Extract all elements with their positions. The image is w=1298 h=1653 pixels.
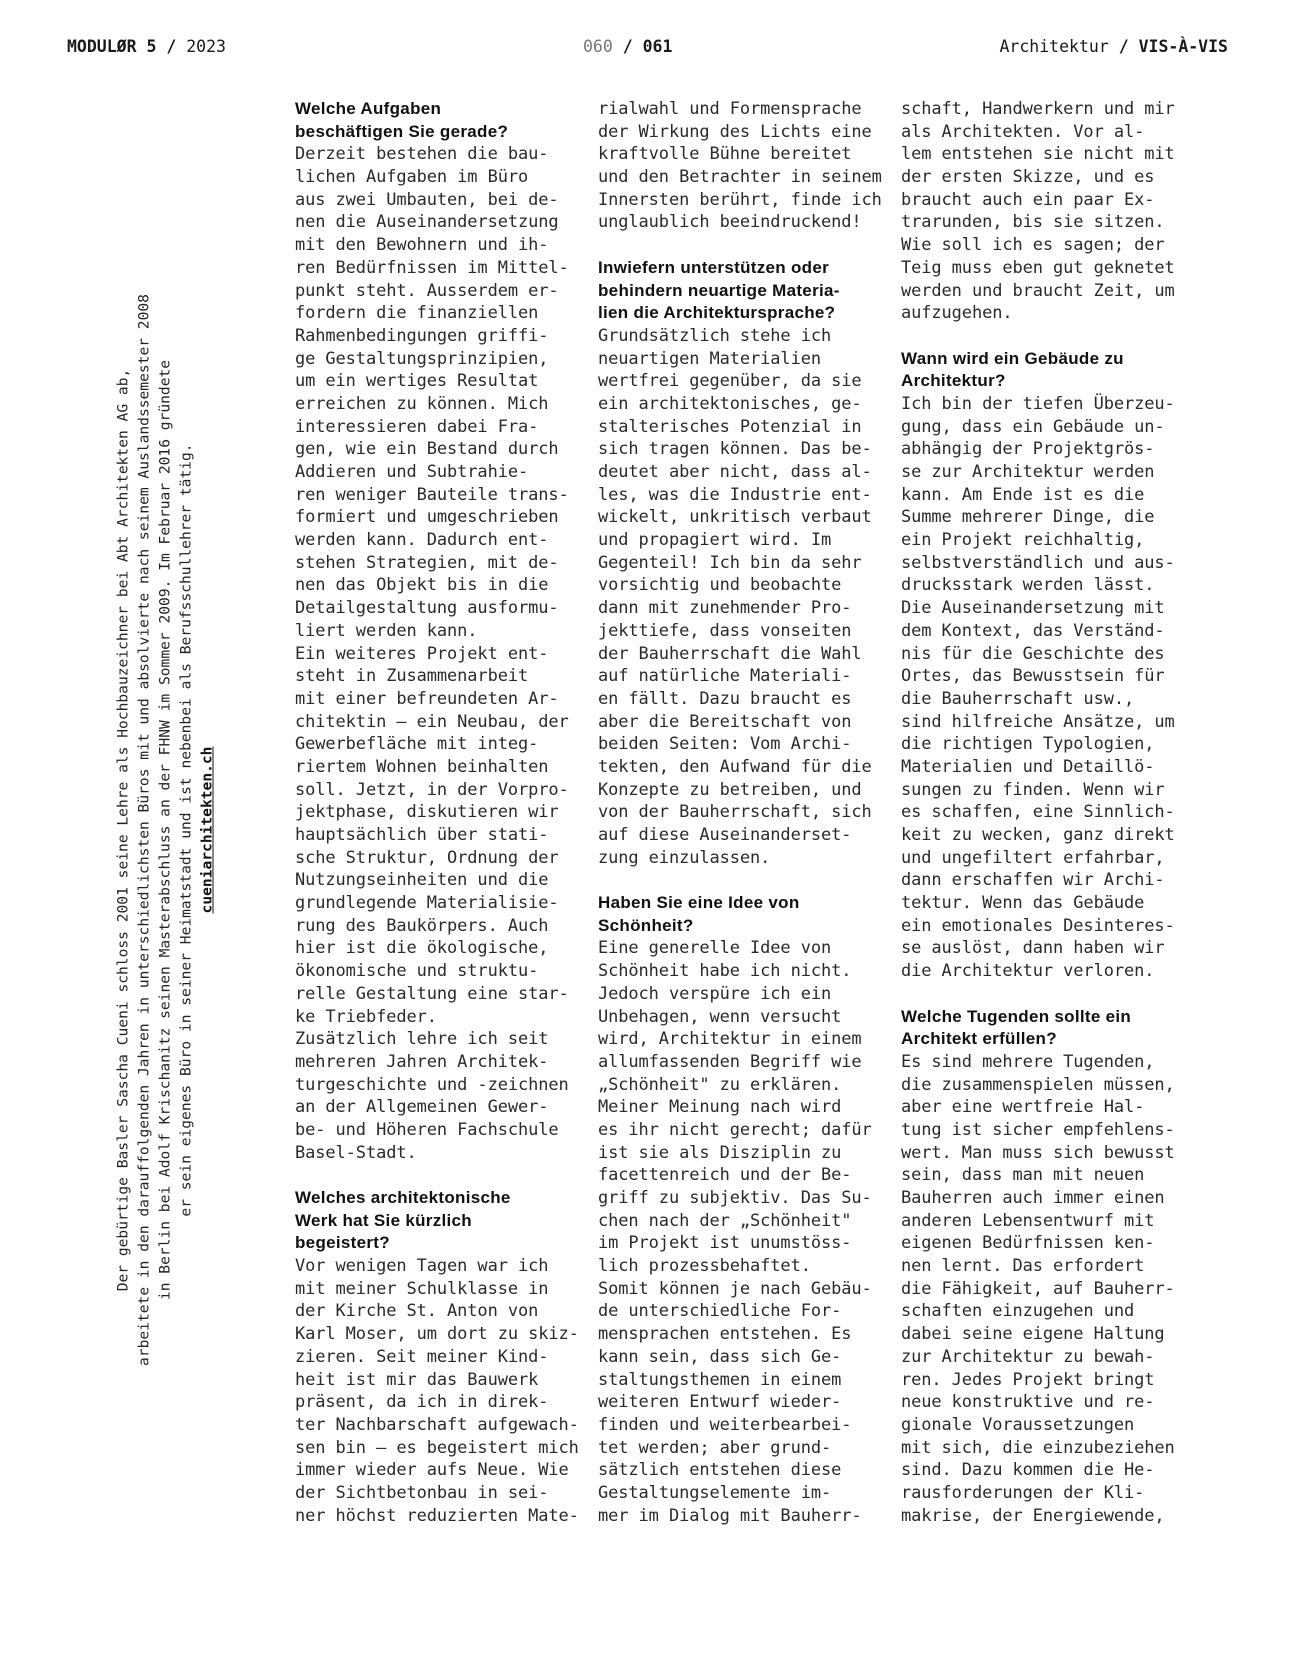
text-line: relle Gestaltung eine star- [295, 983, 569, 1004]
text-line: zung einzulassen. [598, 847, 771, 868]
text-line: ein architektonisches, ge- [598, 393, 862, 414]
text-line: Derzeit bestehen die bau- [295, 144, 549, 165]
heading-line: Inwiefern unterstützen oder [598, 257, 830, 277]
text-line: jekttiefe, dass vonseiten [598, 620, 852, 641]
text-line: Nutzungseinheiten und die [295, 870, 549, 891]
text-line: Somit können je nach Gebäu- [598, 1278, 872, 1299]
text-line: Ein weiteres Projekt ent- [295, 643, 549, 664]
text-line: zur Architektur zu bewah- [901, 1346, 1155, 1367]
answer-paragraph [295, 643, 595, 1029]
heading-line: begeistert? [295, 1233, 390, 1253]
text-line: der Kirche St. Anton von [295, 1301, 539, 1322]
text-line: hauptsächlich über stati- [295, 825, 549, 845]
heading-line: Welche Aufgaben [295, 99, 442, 118]
text-line: staltungsthemen in einem [598, 1369, 842, 1390]
answer-paragraph [598, 98, 898, 234]
text-line: gionale Voraussetzungen [901, 1414, 1135, 1435]
section-rubric: / VIS-À-VIS [1108, 37, 1228, 56]
text-line: sind hilfreiche Ansätze, um [901, 711, 1175, 732]
website-link[interactable]: cueniarchitekten.ch [198, 746, 216, 914]
text-line: ist sie als Disziplin zu [598, 1142, 842, 1163]
text-line: Basel-Stadt. [295, 1142, 417, 1163]
question-heading [901, 1006, 1201, 1051]
text-line: Die Auseinandersetzung mit [901, 598, 1165, 619]
text-line: jektphase, diskutieren wir [295, 802, 559, 823]
text-line: und den Betrachter in seinem [598, 167, 882, 188]
text-line: ren Bedürfnissen im Mittel- [295, 257, 569, 278]
section-label [1000, 36, 1229, 58]
text-line: Unbehagen, wenn versucht [598, 1006, 842, 1027]
text-line: kraftvolle Bühne bereitet [598, 144, 852, 165]
text-line: chitektin – ein Neubau, der [295, 711, 569, 732]
text-line: der Wirkung des Lichts eine [598, 121, 872, 142]
text-line: interessieren dabei Fra- [295, 416, 539, 437]
text-line: stehen Strategien, mit de- [295, 552, 559, 573]
paragraph-spacer [598, 869, 898, 892]
text-line: rausforderungen der Kli- [901, 1482, 1145, 1503]
text-line: eigenen Bedürfnissen ken- [901, 1233, 1155, 1254]
text-line: mit meiner Schulklasse in [295, 1278, 549, 1299]
text-line: chen nach der „Schönheit" [598, 1210, 852, 1231]
text-line: liert werden kann. [295, 620, 478, 641]
text-line: wertfrei gegenüber, da sie [598, 371, 862, 392]
text-line: Innersten berührt, finde ich [598, 189, 882, 210]
text-line: und propagiert wird. Im [598, 530, 832, 551]
text-line: lichen Aufgaben im Büro [295, 167, 529, 188]
text-line: punkt steht. Ausserdem er- [295, 280, 559, 301]
text-line: lich prozessbehaftet. [598, 1256, 811, 1277]
text-line: tekten, den Aufwand für die [598, 756, 872, 777]
text-line: braucht auch ein paar Ex- [901, 189, 1155, 210]
text-line: les, was die Industrie ent- [598, 484, 872, 505]
text-line: tet werden; aber grund- [598, 1437, 832, 1458]
text-line: drucksstark werden lässt. [901, 575, 1155, 596]
answer-paragraph [901, 98, 1201, 325]
text-line: en fällt. Dazu braucht es [598, 688, 852, 709]
text-line: steht in Zusammenarbeit [295, 666, 529, 687]
text-line: ge Gestaltungsprinzipien, [295, 348, 549, 369]
text-line: Detailgestaltung ausformu- [295, 598, 559, 619]
text-line: ökonomische und struktu- [295, 961, 539, 982]
magazine-issue [67, 36, 226, 58]
question-heading [901, 348, 1201, 393]
text-line: als Architekten. Vor al- [901, 121, 1145, 142]
text-line: es ihr nicht gerecht; dafür [598, 1119, 872, 1140]
text-line: sätzlich entstehen diese [598, 1460, 842, 1481]
text-line: fordern die finanziellen [295, 303, 539, 324]
text-line: ein Projekt reichhaltig, [901, 530, 1145, 551]
text-line: be- und Höheren Fachschule [295, 1119, 559, 1140]
answer-paragraph [901, 393, 1201, 983]
text-line: ren weniger Bauteile trans- [295, 484, 569, 505]
text-line: abhängig der Projektgrös- [901, 439, 1155, 460]
paragraph-spacer [598, 234, 898, 257]
text-line: heit ist mir das Bauwerk [295, 1369, 539, 1390]
text-line: mer im Dialog mit Bauherr- [598, 1505, 862, 1526]
text-line: „Schönheit" zu erklären. [598, 1074, 842, 1095]
text-line: Zusätzlich lehre ich seit [295, 1029, 549, 1050]
text-line: weiteren Entwurf wieder- [598, 1392, 842, 1413]
text-line: nen das Objekt bis in die [295, 575, 549, 596]
text-line: nis für die Geschichte des [901, 643, 1165, 664]
text-line: die Bauherrschaft usw., [901, 688, 1135, 709]
heading-line: beschäftigen Sie gerade? [295, 121, 509, 141]
text-line: Wie soll ich es sagen; der [901, 235, 1165, 256]
answer-paragraph [295, 143, 595, 642]
answer-paragraph [901, 1051, 1201, 1527]
text-line: dabei seine eigene Haltung [901, 1324, 1165, 1345]
text-line: Gegenteil! Ich bin da sehr [598, 552, 862, 573]
text-line: schaft, Handwerkern und mir [901, 99, 1175, 119]
question-heading [598, 257, 898, 325]
issue-year: 2023 [186, 37, 226, 56]
text-line: tektur. Wenn das Gebäude [901, 893, 1145, 914]
text-line: sche Struktur, Ordnung der [295, 847, 559, 868]
text-line: erreichen zu können. Mich [295, 393, 549, 414]
bio-line: in Berlin bei Adolf Krischanitz seinen Masterabschluss an der FHNW im Sommer 2009. Im Februar 2016 gründete [156, 359, 174, 1301]
text-line: mit einer befreundeten Ar- [295, 688, 559, 709]
text-column-3 [901, 98, 1201, 1527]
text-line: schaften einzugehen und [901, 1301, 1135, 1322]
text-column-2 [598, 98, 898, 1527]
text-line: aber eine wertfreie Hal- [901, 1097, 1145, 1118]
paragraph-spacer [901, 983, 1201, 1006]
text-line: wickelt, unkritisch verbaut [598, 507, 872, 528]
text-line: auf natürliche Materiali- [598, 666, 852, 687]
text-line: mit sich, die einzubeziehen [901, 1437, 1175, 1458]
paragraph-spacer [295, 1164, 595, 1187]
text-line: stalterisches Potenzial in [598, 416, 862, 437]
text-line: trarunden, bis sie sitzen. [901, 212, 1165, 233]
text-line: ke Triebfeder. [295, 1006, 437, 1027]
text-line: facettenreich und der Be- [598, 1165, 852, 1186]
text-line: dann mit zunehmender Pro- [598, 598, 852, 619]
text-line: se auslöst, dann haben wir [901, 938, 1165, 959]
text-line: de unterschiedliche For- [598, 1301, 842, 1322]
text-line: makrise, der Energiewende, [901, 1505, 1165, 1526]
text-line: sich tragen können. Das be- [598, 439, 872, 460]
bio-line: er sein eigenes Büro in seiner Heimatstadt und ist nebenbei als Berufsschullehrer tätig. [177, 443, 195, 1217]
text-line: keit zu wecken, ganz direkt [901, 825, 1175, 845]
text-line: und ungefiltert erfahrbar, [901, 847, 1165, 868]
magazine-title: MODULØR 5 / [67, 37, 187, 56]
text-line: Ortes, das Bewusstsein für [901, 666, 1165, 687]
text-line: Meiner Meinung nach wird [598, 1097, 842, 1118]
text-line: selbstverständlich und aus- [901, 552, 1175, 573]
text-line: Ich bin der tiefen Überzeu- [901, 393, 1175, 414]
text-line: anderen Lebensentwurf mit [901, 1210, 1155, 1231]
text-line: der Sichtbetonbau in sei- [295, 1482, 549, 1503]
page-number-right: / 061 [612, 37, 673, 56]
text-line: Summe mehrerer Dinge, die [901, 507, 1155, 528]
text-line: finden und weiterbearbei- [598, 1414, 852, 1435]
text-line: mehreren Jahren Architek- [295, 1051, 549, 1072]
text-line: Addieren und Subtrahie- [295, 462, 529, 482]
text-line: werden und braucht Zeit, um [901, 280, 1175, 301]
text-line: dem Kontext, das Verständ- [901, 620, 1165, 641]
page-numbers [583, 36, 672, 58]
answer-paragraph [598, 937, 898, 1527]
page-number-left: 060 [583, 37, 613, 56]
text-line: Vor wenigen Tagen war ich [295, 1256, 549, 1277]
text-line: gen, wie ein Bestand durch [295, 439, 559, 460]
text-line: Konzepte zu betreiben, und [598, 779, 862, 800]
text-line: im Projekt ist unumstöss- [598, 1233, 852, 1254]
text-line: der ersten Skizze, und es [901, 167, 1155, 188]
answer-paragraph [295, 1028, 595, 1164]
text-line: die Architektur verloren. [901, 961, 1155, 982]
text-line: Rahmenbedingungen griffi- [295, 325, 549, 346]
text-line: aufzugehen. [901, 303, 1013, 324]
text-line: präsent, da ich in direk- [295, 1392, 549, 1413]
text-line: Grundsätzlich stehe ich [598, 325, 832, 346]
question-heading [295, 98, 595, 143]
text-line: immer wieder aufs Neue. Wie [295, 1460, 569, 1481]
heading-line: Wann wird ein Gebäude zu [901, 348, 1124, 368]
text-line: sen bin – es begeistert mich [295, 1437, 579, 1458]
text-line: ein emotionales Desinteres- [901, 915, 1175, 936]
text-line: Jedoch verspüre ich ein [598, 983, 832, 1004]
text-line: Schönheit habe ich nicht. [598, 961, 852, 982]
heading-line: behindern neuartige Materia- [598, 280, 840, 300]
text-line: formiert und umgeschrieben [295, 507, 559, 528]
heading-line: Architekt erfüllen? [901, 1029, 1057, 1049]
text-line: der Bauherrschaft die Wahl [598, 643, 862, 664]
text-line: kann. Am Ende ist es die [901, 484, 1145, 505]
text-line: wird, Architektur in einem [598, 1029, 862, 1050]
answer-paragraph [598, 325, 898, 870]
text-line: lem entstehen sie nicht mit [901, 144, 1175, 165]
text-line: wert. Man muss sich bewusst [901, 1142, 1175, 1163]
text-line: Teig muss eben gut geknetet [901, 257, 1175, 278]
text-line: Gewerbefläche mit integ- [295, 734, 539, 755]
text-line: ren. Jedes Projekt bringt [901, 1369, 1155, 1390]
text-line: aus zwei Umbauten, bei de- [295, 189, 559, 210]
heading-line: Schönheit? [598, 915, 694, 935]
text-line: mit den Bewohnern und ih- [295, 235, 549, 256]
heading-line: lien die Architektursprache? [598, 303, 836, 323]
section-name: Architektur [999, 37, 1109, 56]
bio-line: Der gebürtige Basler Sascha Cueni schloss 2001 seine Lehre als Hochbauzeichner bei Abt Architekten AG ab, [114, 368, 132, 1292]
heading-line: Welche Tugenden sollte ein [901, 1006, 1132, 1026]
text-line: ner höchst reduzierten Mate- [295, 1505, 579, 1526]
text-line: se zur Architektur werden [901, 462, 1155, 482]
text-line: zieren. Seit meiner Kind- [295, 1346, 549, 1367]
heading-line: Architektur? [901, 371, 1006, 391]
text-line: aber die Bereitschaft von [598, 711, 852, 732]
text-line: kann sein, dass sich Ge- [598, 1346, 842, 1367]
text-line: sind. Dazu kommen die He- [901, 1460, 1155, 1481]
text-column-1 [295, 98, 595, 1527]
question-heading [598, 892, 898, 937]
text-line: unglaublich beeindruckend! [598, 212, 862, 233]
paragraph-spacer [901, 325, 1201, 348]
text-line: hier ist die ökologische, [295, 938, 549, 959]
text-line: neue konstruktive und re- [901, 1392, 1155, 1413]
text-line: beiden Seiten: Vom Archi- [598, 734, 852, 755]
text-line: griff zu subjektiv. Das Su- [598, 1188, 872, 1208]
text-line: die richtigen Typologien, [901, 734, 1155, 755]
text-line: Bauherren auch immer einen [901, 1188, 1165, 1208]
text-line: sein, dass man mit neuen [901, 1165, 1145, 1186]
text-line: die zusammenspielen müssen, [901, 1074, 1175, 1095]
answer-paragraph [295, 1255, 595, 1527]
text-line: soll. Jetzt, in der Vorpro- [295, 779, 569, 800]
heading-line: Welches architektonische [295, 1188, 511, 1207]
text-line: die Fähigkeit, auf Bauherr- [901, 1278, 1175, 1299]
text-line: ter Nachbarschaft aufgewach- [295, 1414, 579, 1435]
author-bio-sidebar [113, 270, 218, 1390]
text-line: nen lernt. Das erfordert [901, 1256, 1145, 1277]
text-line: sungen zu finden. Wenn wir [901, 779, 1165, 800]
text-line: gung, dass ein Gebäude un- [901, 416, 1165, 437]
text-line: tung ist sicher empfehlens- [901, 1119, 1175, 1140]
text-line: es schaffen, eine Sinnlich- [901, 802, 1175, 823]
text-line: allumfassenden Begriff wie [598, 1051, 862, 1072]
heading-line: Werk hat Sie kürzlich [295, 1210, 472, 1230]
text-line: rung des Baukörpers. Auch [295, 915, 549, 936]
text-line: neuartigen Materialien [598, 348, 821, 369]
text-line: mensprachen entstehen. Es [598, 1324, 852, 1345]
text-line: Gestaltungselemente im- [598, 1482, 832, 1503]
text-line: vorsichtig und beobachte [598, 575, 842, 596]
text-line: rialwahl und Formensprache [598, 99, 862, 119]
text-line: Karl Moser, um dort zu skiz- [295, 1324, 579, 1345]
text-line: um ein wertiges Resultat [295, 371, 539, 392]
text-line: auf diese Auseinanderset- [598, 825, 852, 845]
text-line: Materialien und Detaillö- [901, 756, 1155, 777]
text-line: turgeschichte und -zeichnen [295, 1074, 569, 1095]
text-line: an der Allgemeinen Gewer- [295, 1097, 549, 1118]
bio-line: arbeitete in den darauffolgenden Jahren in unterschiedlichsten Büros mit und absolvierte nach seinem Auslandssemester 2008 [135, 294, 153, 1366]
text-line: Eine generelle Idee von [598, 938, 832, 959]
heading-line: Haben Sie eine Idee von [598, 893, 800, 913]
text-line: deutet aber nicht, dass al- [598, 462, 872, 482]
question-heading [295, 1187, 595, 1255]
text-line: nen die Auseinandersetzung [295, 212, 559, 233]
text-line: grundlegende Materialisie- [295, 893, 559, 914]
text-line: Es sind mehrere Tugenden, [901, 1051, 1155, 1072]
text-line: von der Bauherrschaft, sich [598, 802, 872, 823]
text-line: riertem Wohnen beinhalten [295, 756, 549, 777]
text-line: werden kann. Dadurch ent- [295, 530, 549, 551]
text-line: dann erschaffen wir Archi- [901, 870, 1165, 891]
